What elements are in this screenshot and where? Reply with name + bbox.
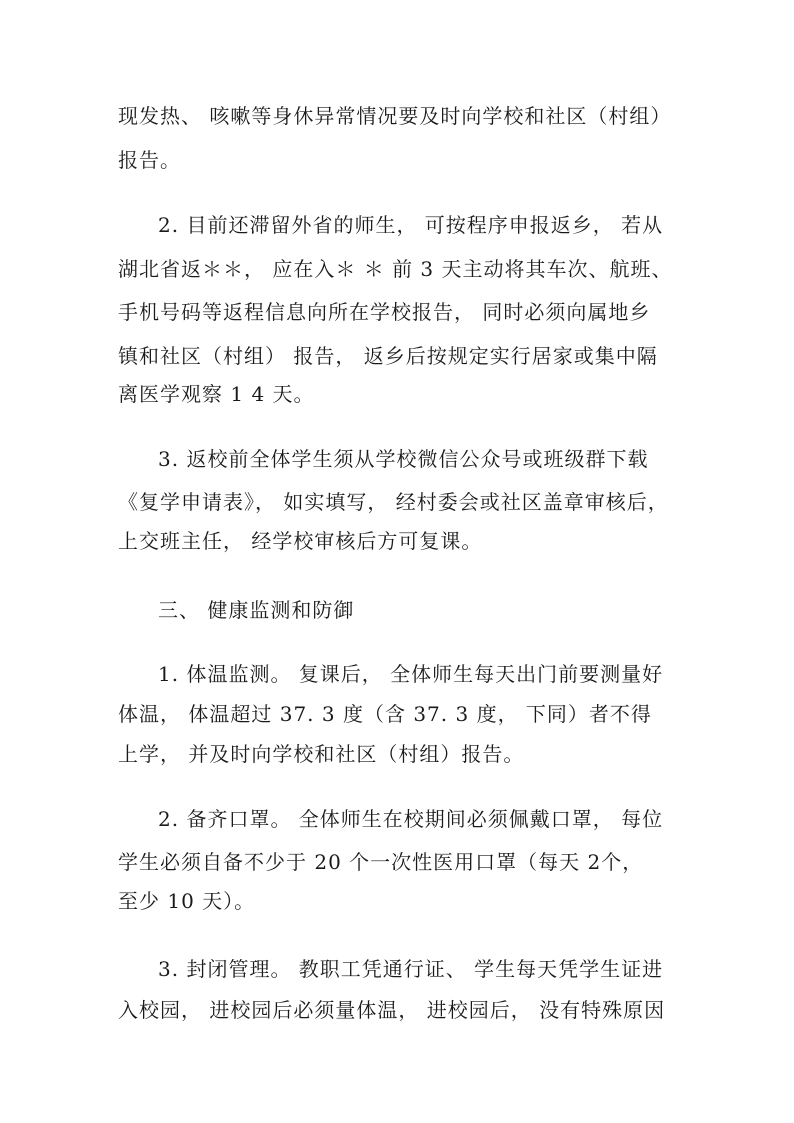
text-line: 《复学申请表》， 如实填写， 经村委会或社区盖章审核后， bbox=[118, 490, 669, 514]
text-line: 2. 备齐口罩。 全体师生在校期间必须佩戴口罩， 每位 bbox=[158, 807, 664, 831]
text-line: 2. 目前还滞留外省的师生， 可按程序申报返乡， 若从 bbox=[158, 213, 664, 237]
text-line: 学生必须自备不少于 20 个一次性医用口罩（每天 2个， bbox=[118, 850, 644, 874]
text-line: 入校园， 进校园后必须量体温， 进校园后， 没有特殊原因 bbox=[118, 998, 666, 1022]
text-line: 镇和社区（村组） 报告， 返乡后按规定实行居家或集中隔 bbox=[118, 344, 658, 368]
text-line: 至少 10 天）。 bbox=[118, 889, 256, 913]
text-line: 手机号码等返程信息向所在学校报告， 同时必须向属地乡 bbox=[118, 300, 651, 324]
text-line: 报告。 bbox=[118, 148, 181, 172]
text-line: 上学， 并及时向学校和社区（村组）报告。 bbox=[118, 742, 525, 766]
text-line: 现发热、 咳嗽等身休异常情况要及时向学校和社区（村组） bbox=[118, 104, 672, 128]
text-line: 离医学观察 1 4 天。 bbox=[118, 382, 315, 406]
text-line: 3. 封闭管理。 教职工凭通行证、 学生每天凭学生证进 bbox=[158, 957, 664, 981]
section-heading: 三、 健康监测和防御 bbox=[158, 598, 355, 622]
text-line: 上交班主任， 经学校审核后方可复课。 bbox=[118, 529, 483, 553]
text-line: 1. 体温监测。 复课后， 全体师生每天出门前要测量好 bbox=[158, 662, 664, 686]
text-line: 3. 返校前全体学生须从学校微信公众号或班级群下载 bbox=[158, 447, 649, 471]
text-line: 湖北省返＊＊， 应在入＊ ＊ 前 3 天主动将其车次、航班、 bbox=[118, 257, 673, 281]
text-line: 体温， 体温超过 37. 3 度（含 37. 3 度， 下同）者不得 bbox=[118, 702, 652, 726]
